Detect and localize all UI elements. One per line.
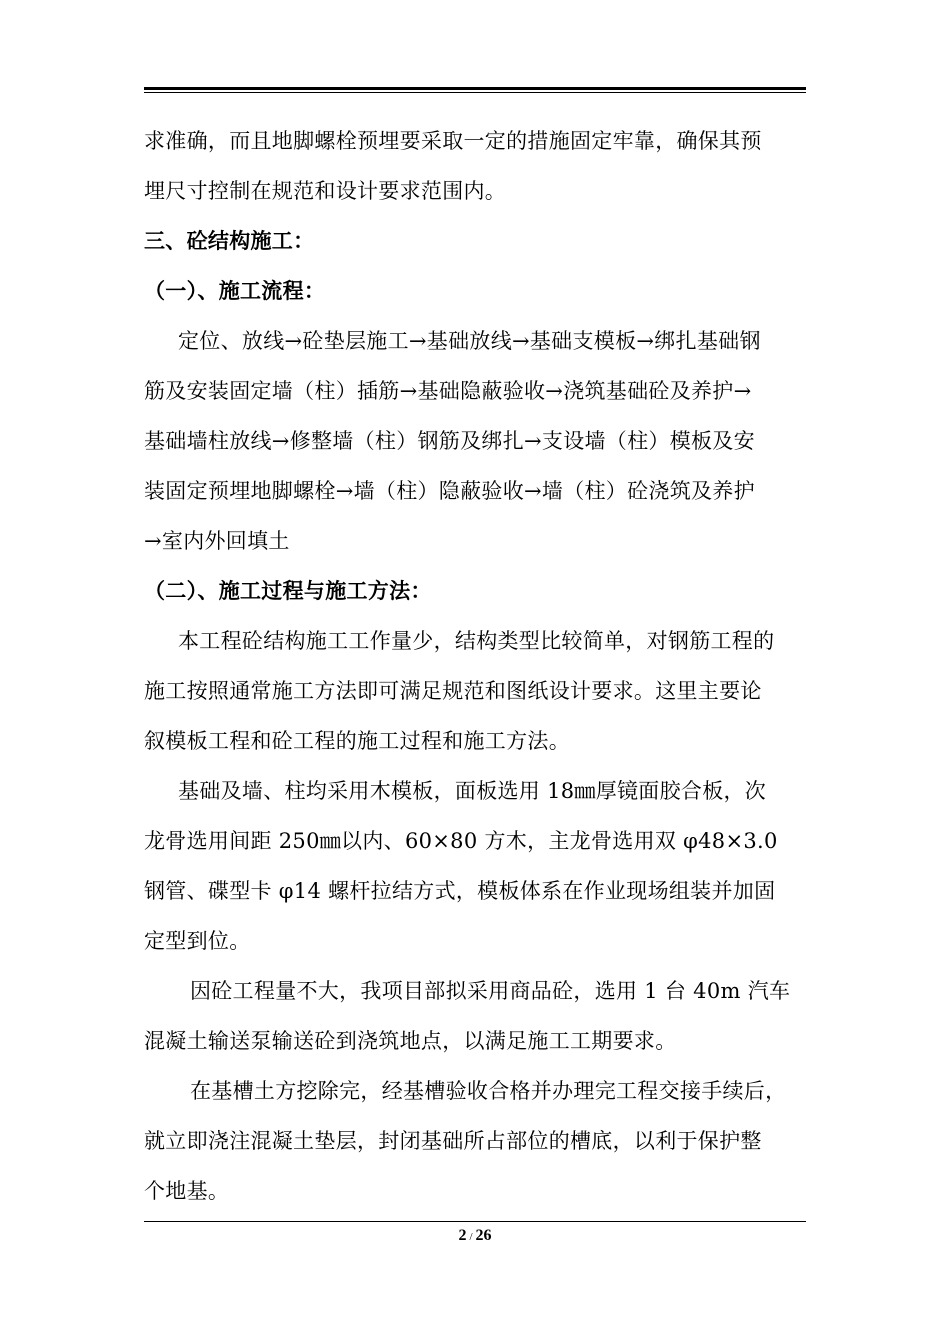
page-number xyxy=(144,1227,806,1245)
page-current: 2 xyxy=(458,1227,467,1244)
body-text-line: 就立即浇注混凝土垫层，封闭基础所占部位的槽底，以利于保护整 xyxy=(144,1129,762,1153)
section-heading: 三、砼结构施工： xyxy=(144,228,315,253)
body-text-line: 施工按照通常施工方法即可满足规范和图纸设计要求。这里主要论 xyxy=(144,679,762,703)
body-text-line: 龙骨选用间距 250㎜以内、60×80 方木，主龙骨选用双 φ48×3.0 xyxy=(144,829,778,853)
body-text-line: 装固定预埋地脚螺栓→墙（柱）隐蔽验收→墙（柱）砼浇筑及养护 xyxy=(144,479,755,503)
body-text-line: 个地基。 xyxy=(144,1179,230,1203)
body-text-line: 求准确，而且地脚螺栓预埋要采取一定的措施固定牢靠，确保其预 xyxy=(144,129,762,153)
subsection-heading: （一）、施工流程： xyxy=(144,278,326,303)
document-body xyxy=(144,116,806,1216)
body-text-line: 基础墙柱放线→修整墙（柱）钢筋及绑扎→支设墙（柱）模板及安 xyxy=(144,429,755,453)
body-text-line: 钢管、碟型卡 φ14 螺杆拉结方式，模板体系在作业现场组装并加固 xyxy=(144,879,776,903)
page-separator: / xyxy=(469,1231,473,1243)
body-text-line: 埋尺寸控制在规范和设计要求范围内。 xyxy=(144,179,507,203)
subsection-heading: （二）、施工过程与施工方法： xyxy=(144,578,432,603)
body-text-line: →室内外回填土 xyxy=(144,529,290,553)
body-text-line: 因砼工程量不大，我项目部拟采用商品砼，选用 1 台 40m 汽车 xyxy=(190,979,791,1003)
body-text-line: 筋及安装固定墙（柱）插筋→基础隐蔽验收→浇筑基础砼及养护→ xyxy=(144,379,752,403)
header-rule-thick xyxy=(144,87,806,90)
header-rule-thin xyxy=(144,92,806,93)
body-text-line: 混凝土输送泵输送砼到浇筑地点，以满足施工工期要求。 xyxy=(144,1029,677,1053)
body-text-line: 定型到位。 xyxy=(144,929,251,953)
page-total: 26 xyxy=(475,1227,492,1244)
body-text-line: 叙模板工程和砼工程的施工过程和施工方法。 xyxy=(144,729,570,753)
body-text-line: 本工程砼结构施工工作量少，结构类型比较简单，对钢筋工程的 xyxy=(178,629,775,653)
footer-rule xyxy=(144,1221,806,1222)
body-text-line: 定位、放线→砼垫层施工→基础放线→基础支模板→绑扎基础钢 xyxy=(178,329,761,353)
body-text-line: 基础及墙、柱均采用木模板，面板选用 18㎜厚镜面胶合板，次 xyxy=(178,779,767,803)
body-text-line: 在基槽土方挖除完，经基槽验收合格并办理完工程交接手续后， xyxy=(190,1079,787,1103)
